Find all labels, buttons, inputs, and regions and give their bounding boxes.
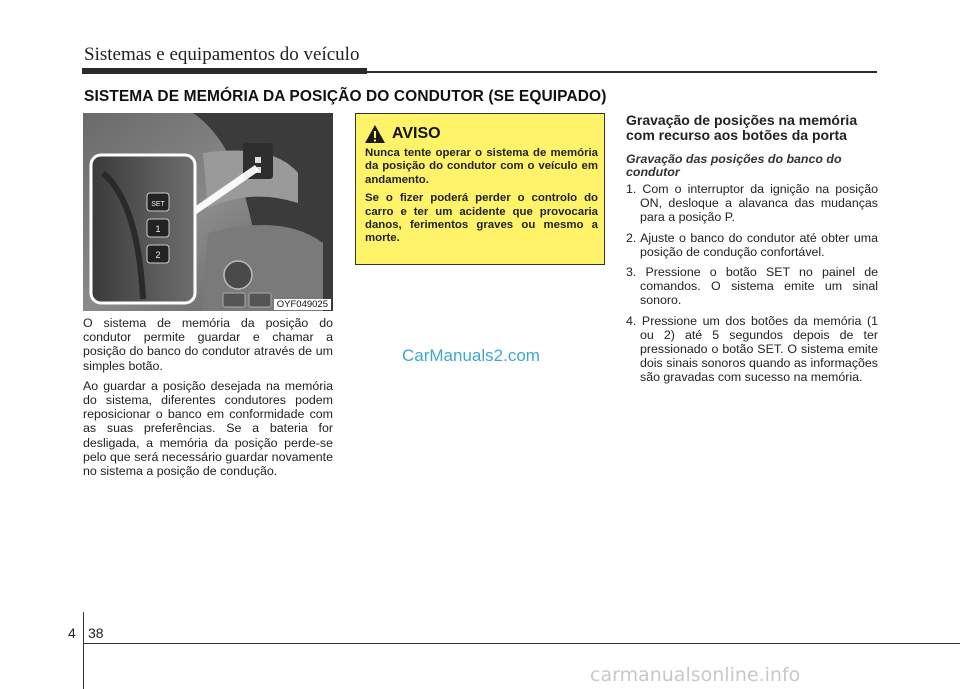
running-header: Sistemas e equipamentos do veículo [84,44,360,65]
instructions-subtitle: Gravação das posições do banco do condutor [626,152,842,179]
warning-paragraph-1: Nunca tente operar o sistema de memória da posição do condutor com o veículo em andamento. [365,147,598,186]
list-item: 3. Pressione o botão SET no painel de comandos. O sistema emite um sinal sonoro. [626,265,878,308]
site-footer-text: carmanualsonline.info [590,664,801,686]
list-item: 2. Ajuste o banco do condutor até obter uma posição de condução confortável. [626,230,878,259]
warning-header [364,123,441,145]
list-item: 1. Com o interruptor da ignição na posição ON, desloque a alavanca das mudanças para a posição P. [626,182,878,225]
watermark-logo: CarManuals2.com [402,346,540,365]
intro-paragraph-2: Ao guardar a posição desejada na memória do sistema, diferentes condutores podem reposicionar o banco em conformidade com as suas preferências. Se a bateria for desligada, a memória da posição perde-se pelo que será necessário guardar novamente no sistema a posição de condução. [83,378,333,479]
chapter-number: 4 [68,625,76,641]
warning-body [365,147,598,251]
instructions-title: Gravação de posições na memória com recurso aos botões da porta [626,112,858,143]
warning-paragraph-2: Se o fizer poderá perder o controlo do carro e ter um acidente que provocaria danos, ferimentos graves ou mesmo a morte. [365,192,598,245]
intro-paragraph-1: O sistema de memória da posição do condutor permite guardar e chamar a posição do banco do condutor através de um simples botão. [83,316,333,373]
instruction-steps [626,182,878,385]
section-title: SISTEMA DE MEMÓRIA DA POSIÇÃO DO CONDUTOR (SE EQUIPADO) [84,88,607,105]
footer-vertical-rule [83,612,84,689]
list-item: 4. Pressione um dos botões da memória (1 ou 2) até 5 segundos depois de ter pressionado o botão SET. O sistema emite dois sinais sonoros quando as informações são gravadas com sucesso na memória. [626,313,878,385]
door-memory-buttons-figure [83,113,333,311]
memory-1-button-label: 1 [155,224,161,234]
warning-title: AVISO [392,125,441,142]
set-button-label: SET [151,201,165,208]
header-rule-thin [82,71,877,73]
memory-2-button-label: 2 [155,250,161,260]
intro-text-column [83,316,333,484]
figure-code: OYF049025 [274,299,331,310]
door-panel-illustration [83,113,333,311]
footer-horizontal-rule [83,643,960,644]
page-number: 38 [88,625,104,641]
instructions-column [626,113,878,391]
warning-triangle-icon [364,124,386,144]
warning-box [355,113,605,265]
